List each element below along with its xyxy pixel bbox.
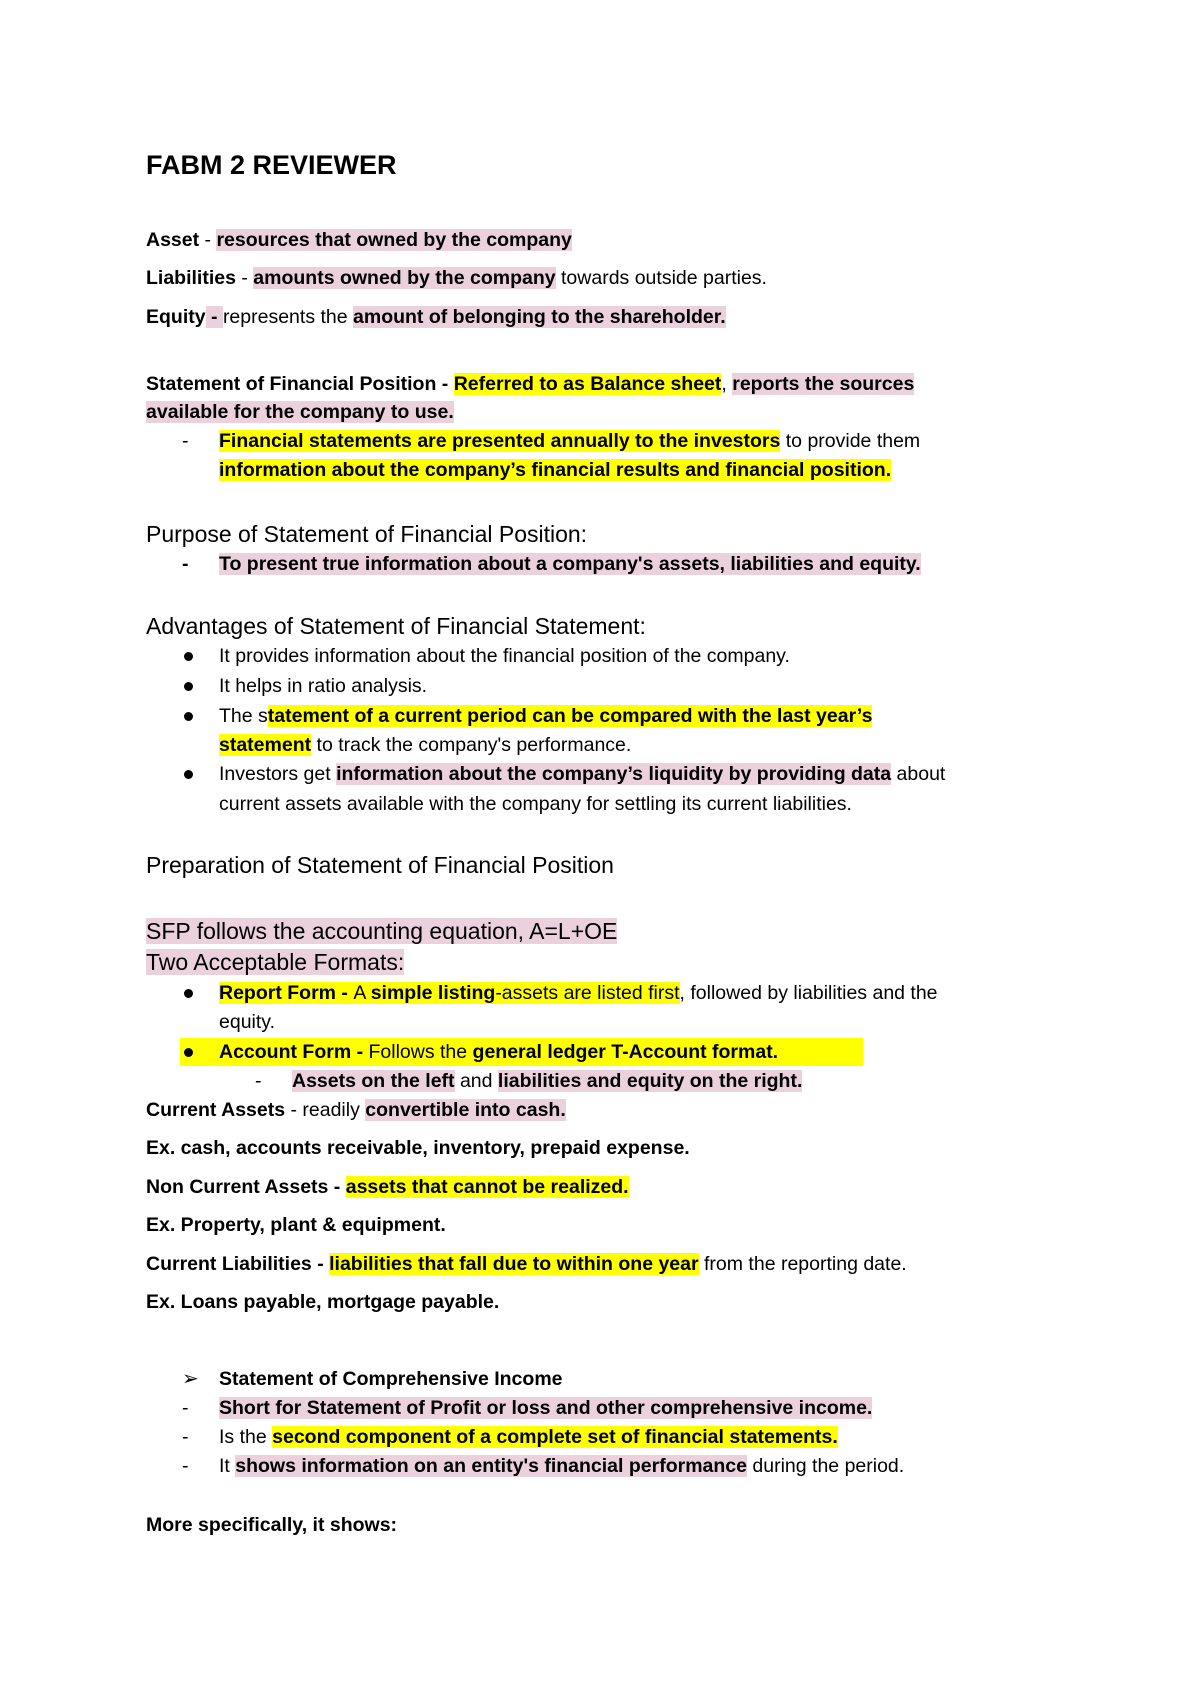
sci-item-2	[219, 1423, 838, 1451]
asset-definition-text: resources that owned by the company	[216, 229, 572, 251]
advantage-item-2: It helps in ratio analysis.	[219, 675, 428, 697]
advantage-item-4-line2: current assets available with the company for settling its current liabilities.	[219, 793, 852, 815]
account-form-line	[219, 1038, 778, 1066]
arrow-bullet-icon: ➢	[182, 1368, 199, 1390]
noncurrent-assets-example: Ex. Property, plant & equipment.	[146, 1214, 446, 1236]
current-assets-def: convertible into cash.	[365, 1099, 566, 1121]
report-form-term: Report Form -	[219, 982, 354, 1004]
noncurrent-assets-term: Non Current Assets -	[146, 1176, 346, 1198]
dash-marker: -	[182, 1455, 189, 1477]
account-form-ledger: general ledger T-Account format.	[472, 1041, 779, 1063]
advantage-item-3-start: The s	[219, 705, 268, 727]
bullet-icon	[184, 712, 193, 721]
current-assets-definition	[146, 1096, 566, 1124]
dash-marker: -	[182, 1397, 189, 1419]
noncurrent-assets-definition	[146, 1173, 629, 1201]
report-form-line2: equity.	[219, 1011, 276, 1033]
equity-mid: represents the	[222, 306, 354, 328]
accounting-equation-text: SFP follows the accounting equation, A=L+OE	[146, 918, 618, 944]
advantage-item-3-highlight: tatement of a current period can be compared with the last year’s	[267, 705, 873, 727]
bullet-icon	[184, 770, 193, 779]
equity-definition	[146, 303, 726, 331]
liabilities-separator: -	[235, 267, 254, 289]
account-form-sub	[292, 1067, 802, 1095]
sfp-def-balance-sheet: Referred to as Balance sheet	[453, 373, 722, 395]
bullet-icon	[184, 682, 193, 691]
report-form-rest: , followed by liabilities and the	[679, 982, 938, 1004]
advantage-item-3-line1	[219, 702, 872, 730]
dash-marker: -	[182, 430, 189, 452]
current-liabilities-example: Ex. Loans payable, mortgage payable.	[146, 1291, 500, 1313]
preparation-heading: Preparation of Statement of Financial Position	[146, 852, 614, 878]
formats-heading-text: Two Acceptable Formats:	[146, 949, 405, 975]
advantage-item-4-line1	[219, 760, 945, 788]
sci-item-3-rest: during the period.	[747, 1455, 905, 1477]
account-form-term: Account Form -	[219, 1041, 369, 1063]
sfp-sub-line1	[219, 427, 920, 455]
sci-item-2-start: Is the	[219, 1426, 273, 1448]
current-liabilities-def: liabilities that fall due to within one year	[329, 1253, 699, 1275]
sfp-sub-highlight: Financial statements are presented annually to the investors	[219, 430, 781, 452]
current-assets-example: Ex. cash, accounts receivable, inventory, prepaid expense.	[146, 1137, 690, 1159]
equity-separator: -	[205, 306, 223, 328]
advantage-item-1: It provides information about the financial position of the company.	[219, 645, 790, 667]
report-form-simple: simple listing	[370, 982, 496, 1004]
asset-separator: -	[199, 229, 217, 251]
liabilities-definition	[146, 264, 767, 292]
liabilities-rest: towards outside parties.	[555, 267, 767, 289]
report-form-assets: -assets are listed first	[495, 982, 680, 1004]
sci-item-1	[219, 1394, 872, 1422]
current-assets-sep: - readily	[285, 1099, 366, 1121]
advantages-heading: Advantages of Statement of Financial Statement:	[146, 613, 646, 639]
bullet-icon	[184, 989, 193, 998]
page-title: FABM 2 REVIEWER	[146, 150, 397, 180]
sfp-comma: ,	[721, 373, 733, 395]
liabilities-definition-text: amounts owned by the company	[253, 267, 556, 289]
sci-item-1-text: Short for Statement of Profit or loss and other comprehensive income.	[219, 1397, 873, 1419]
account-sub-and: and	[454, 1070, 498, 1092]
advantage-item-4-highlight: information about the company’s liquidity by providing data	[336, 763, 892, 785]
equity-definition-text: amount of belonging to the shareholder.	[353, 306, 726, 328]
sci-item-3	[219, 1452, 904, 1480]
sfp-def-sources-cont: available for the company to use.	[146, 401, 454, 423]
sfp-sub-highlight-cont: information about the company’s financial results and financial position.	[219, 459, 892, 481]
sci-item-3-start: It	[219, 1455, 236, 1477]
current-assets-term: Current Assets	[146, 1099, 286, 1121]
sfp-sub-line2	[219, 456, 891, 484]
liabilities-term: Liabilities	[146, 267, 236, 289]
more-specifically-heading: More specifically, it shows:	[146, 1514, 398, 1536]
sfp-sub-rest: to provide them	[780, 430, 921, 452]
sfp-def-sources: reports the sources	[732, 373, 915, 395]
current-liabilities-definition	[146, 1250, 907, 1278]
report-form-a: A	[353, 982, 371, 1004]
purpose-heading: Purpose of Statement of Financial Position:	[146, 521, 588, 547]
current-liabilities-term: Current Liabilities -	[146, 1253, 330, 1275]
sfp-definition-line2	[146, 398, 454, 426]
sci-item-3-highlight: shows information on an entity's financial performance	[235, 1455, 747, 1477]
asset-term: Asset	[146, 229, 200, 251]
sci-heading: Statement of Comprehensive Income	[219, 1368, 563, 1390]
dash-marker: -	[182, 1426, 189, 1448]
advantage-item-3-highlight-cont: statement	[219, 734, 312, 756]
sfp-definition-line1	[146, 370, 914, 398]
report-form-line1	[219, 979, 938, 1007]
account-form-a: Follows the	[368, 1041, 473, 1063]
sfp-term: Statement of Financial Position -	[146, 373, 454, 395]
purpose-item	[219, 550, 921, 578]
bullet-icon	[184, 652, 193, 661]
account-sub-left: Assets on the left	[292, 1070, 455, 1092]
equity-term: Equity	[146, 306, 206, 328]
formats-heading	[146, 947, 404, 977]
account-sub-right: liabilities and equity on the right.	[497, 1070, 803, 1092]
dash-marker: -	[255, 1070, 262, 1092]
sci-item-2-highlight: second component of a complete set of financial statements.	[272, 1426, 838, 1448]
noncurrent-assets-def: assets that cannot be realized.	[345, 1176, 629, 1198]
advantage-item-3-line2	[219, 731, 631, 759]
asset-definition	[146, 226, 572, 254]
advantage-item-4-start: Investors get	[219, 763, 337, 785]
advantage-item-4-end: about	[891, 763, 946, 785]
current-liabilities-rest: from the reporting date.	[698, 1253, 907, 1275]
dash-marker: -	[182, 553, 189, 575]
accounting-equation	[146, 916, 617, 946]
advantage-item-3-rest: to track the company's performance.	[311, 734, 632, 756]
bullet-icon	[184, 1048, 193, 1057]
purpose-item-text: To present true information about a company's assets, liabilities and equity.	[219, 553, 921, 575]
